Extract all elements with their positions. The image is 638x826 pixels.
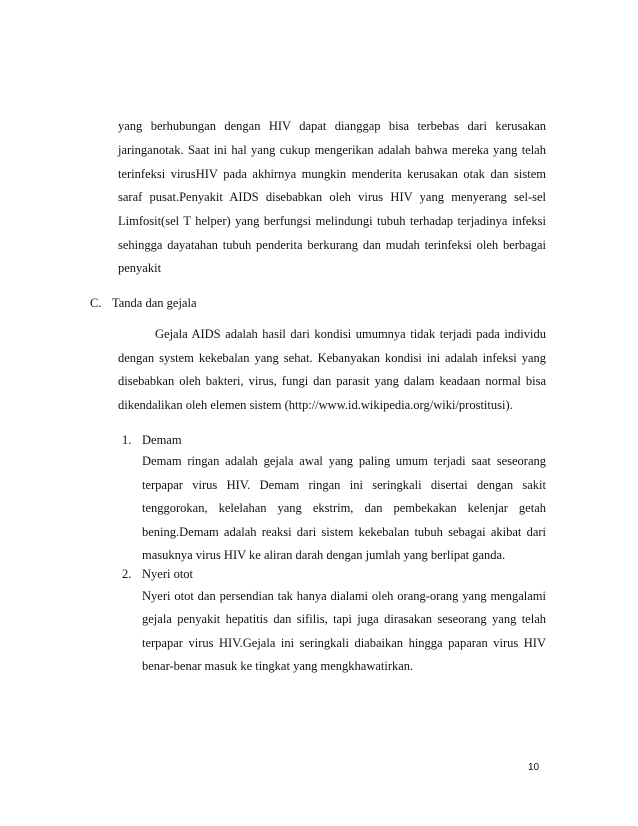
text-line: yang berhubungan dengan HIV dapat dianggap bisa terbebas dari kerusakan	[118, 119, 546, 133]
text-line: masuknya virus HIV ke aliran darah dengan jumlah yang berlipat ganda.	[142, 548, 506, 562]
section-heading: Tanda dan gejala	[112, 296, 197, 310]
text-line: Nyeri otot dan persendian tak hanya dialami oleh orang-orang yang mengalami	[142, 589, 546, 603]
text-line: penyakit	[118, 261, 162, 275]
text-line: dikendalikan oleh elemen sistem (http://www.id.wikipedia.org/wiki/prostitusi).	[118, 398, 513, 412]
text-line: jaringanotak. Saat ini hal yang cukup mengerikan adalah bahwa mereka yang telah	[118, 143, 546, 157]
text-line: terinfeksi virusHIV pada akhirnya mungkin menderita kerusakan otak dan sistem	[118, 167, 546, 181]
section-marker: C.	[90, 296, 102, 310]
text-line: tenggorokan, kelelahan yang ekstrim, dan pembekakan kelenjar getah	[142, 501, 546, 515]
page-number: 10	[528, 762, 540, 773]
text-line: terpapar virus HIV. Demam ringan ini seringkali disertai dengan sakit	[142, 478, 546, 492]
text-line: saraf pusat.Penyakit AIDS disebabkan oleh virus HIV yang menyerang sel-sel	[118, 190, 546, 204]
text-line: Demam ringan adalah gejala awal yang paling umum terjadi saat seseorang	[142, 454, 546, 468]
list-marker: 1.	[122, 433, 132, 447]
list-item-title: Nyeri otot	[142, 567, 194, 581]
text-line: dengan system kekebalan yang sehat. Kebanyakan kondisi ini adalah infeksi yang	[118, 351, 546, 365]
text-line: Gejala AIDS adalah hasil dari kondisi umumnya tidak terjadi pada individu	[155, 327, 546, 341]
text-line: terpapar virus HIV.Gejala ini seringkali diabaikan hingga paparan virus HIV	[142, 636, 546, 650]
text-line: gejala penyakit hepatitis dan sifilis, tapi juga dirasakan seseorang yang telah	[142, 612, 546, 626]
text-line: Limfosit(sel T helper) yang berfungsi melindungi tubuh terhadap terjadinya infeksi	[118, 214, 546, 228]
text-line: disebabkan oleh bakteri, virus, fungi dan parasit yang dalam keadaan normal bisa	[118, 374, 546, 388]
text-line: benar-benar masuk ke tingkat yang mengkhawatirkan.	[142, 659, 414, 673]
text-line: bening.Demam adalah reaksi dari sistem kekebalan tubuh sebagai akibat dari	[142, 525, 546, 539]
text-line: sehingga dayatahan tubuh penderita berkurang dan mudah terinfeksi oleh berbagai	[118, 238, 546, 252]
list-item-title: Demam	[142, 433, 182, 447]
list-marker: 2.	[122, 567, 132, 581]
